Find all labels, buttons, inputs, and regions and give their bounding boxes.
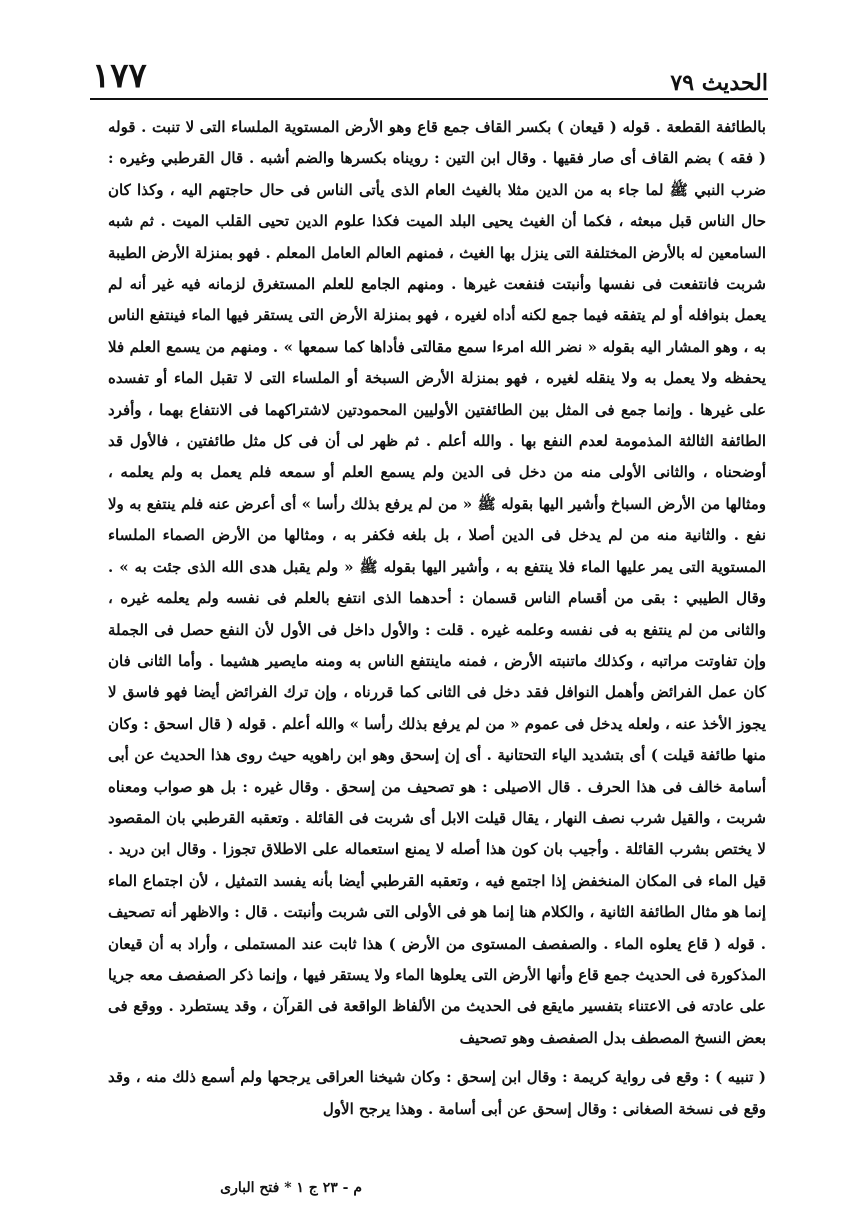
- paragraph: ( تنبيه ) : وقع فى رواية كريمة : وقال ابن إسحق : وكان شيخنا العراقى يرجحها ولم أسمع ذلك منه ، وقد وقع فى نسخة الصغانى : وقال إسحق عن أبى أسامة . وهذا يرجح الأول: [108, 1068, 766, 1118]
- footer-signature: م - ٢٣ ج ١ * فتح البارى: [220, 1180, 362, 1196]
- paragraph: بالطائفة القطعة . قوله ( قيعان ) بكسر القاف جمع قاع وهو الأرض المستوية الملساء التى لا تنبت . قوله ( فقه ) بضم القاف أى صار فقيها . وقال ابن التين : رويناه بكسرها والضم أشبه . قال القرطبي وغيره : ضرب النبي ﷺ لما جاء به من الدين مثلا بالغيث العام الذى يأتى الناس فى حال حاجتهم اليه ، وكذا كان حال الناس قبل مبعثه ، فكما أن الغيث يحيى البلد الميت فكذا علوم الدين تحيى القلب الميت . ثم شبه السامعين له بالأرض المختلفة التى ينزل بها الغيث ، فمنهم العالم العامل المعلم . فهو بمنزلة الأرض الطيبة شربت فانتفعت فى نفسها وأنبتت فنفعت غيرها . ومنهم الجامع للعلم المستغرق لزمانه فيه غير أنه لم يعمل بنوافله أو لم يتفقه فيما جمع لكنه أداه لغيره ، فهو بمنزلة الأرض التى يستقر فيها الماء فينتفع الناس به ، وهو المشار اليه بقوله « نضر الله امرءا سمع مقالتى فأداها كما سمعها » . ومنهم من يسمع العلم فلا يحفظه ولا يعمل به ولا ينقله لغيره ، فهو بمنزلة الأرض السبخة أو الملساء التى لا تقبل الماء أو تفسده على غيرها . وإنما جمع فى المثل بين الطائفتين الأوليين المحمودتين لاشتراكهما فى الانتفاع بهما ، وأفرد الطائفة الثالثة المذمومة لعدم النفع بها . والله أعلم . ثم ظهر لى أن فى كل مثل طائفتين ، فالأول قد أوضحناه ، والثانى الأولى منه من دخل فى الدين ولم يسمع العلم أو سمعه فلم يعمل به ولم يعلمه ، ومثالها من الأرض السباخ وأشير اليها بقوله ﷺ « من لم يرفع بذلك رأسا » أى أعرض عنه فلم ينتفع به ولا نفع . والثانية منه من لم يدخل فى الدين أصلا ، بل بلغه فكفر به ، ومثالها من الأرض الصماء الملساء المستوية التى يمر عليها الماء فلا ينتفع به ، وأشير اليها بقوله ﷺ « ولم يقبل هدى الله الذى جئت به » . وقال الطيبي : بقى من أقسام الناس قسمان : أحدهما الذى انتفع بالعلم فى نفسه ولم يعلمه غيره ، والثانى من لم ينتفع به فى نفسه وعلمه غيره . قلت : والأول داخل فى الأول لأن النفع حصل فى الجملة وإن تفاوتت مراتبه ، وكذلك ماتنبته الأرض ، فمنه ماينتفع الناس به ومنه مايصير هشيما . وأما الثانى فان كان عمل الفرائض وأهمل النوافل فقد دخل فى الثانى كما قررناه ، وإن ترك الفرائض أيضا فهو فاسق لا يجوز الأخذ عنه ، ولعله يدخل فى عموم « من لم يرفع بذلك رأسا » والله أعلم . قوله ( قال اسحق : وكان منها طائفة قيلت ) أى بتشديد الياء التحتانية . أى إن إسحق وهو ابن راهويه حيث روى هذا الحديث عن أبى أسامة خالف فى هذا الحرف . قال الاصيلى : هو تصحيف من إسحق . وقال غيره : بل هو صواب ومعناه شربت ، والقيل شرب نصف النهار ، يقال قيلت الابل أى شربت فى القائلة . وتعقبه القرطبي بان المقصود لا يختص بشرب القائلة . وأجيب بان كون هذا أصله لا يمنع استعماله على الاطلاق تجوزا . وقال ابن دريد . قيل الماء فى المكان المنخفض إذا اجتمع فيه ، وتعقبه القرطبي أيضا بأنه يفسد التمثيل ، لأن اجتماع الماء إنما هو مثال الطائفة الثانية ، والكلام هنا إنما هو فى الأولى التى شربت وأنبتت . قال : والاظهر أنه تصحيف . قوله ( قاع يعلوه الماء . والصفصف المستوى من الأرض ) هذا ثابت عند المستملى ، وأراد به أن قيعان المذكورة فى الحديث جمع قاع وأنها الأرض التى يعلوها الماء ولا يستقر فيها ، وإنما ذكر الصفصف معه جريا على عادته فى الاعتناء بتفسير مايقع فى الحديث من الألفاظ الواقعة فى القرآن ، وقد يستطرد . ووقع فى بعض النسخ المصطف بدل الصفصف وهو تصحيف: [108, 118, 766, 1047]
- page-number: ١٧٧: [92, 56, 147, 96]
- header-rule: [90, 98, 768, 100]
- body-text: [108, 112, 766, 1125]
- header-title: الحديث ٧٩: [670, 70, 768, 96]
- page-header: [92, 56, 768, 96]
